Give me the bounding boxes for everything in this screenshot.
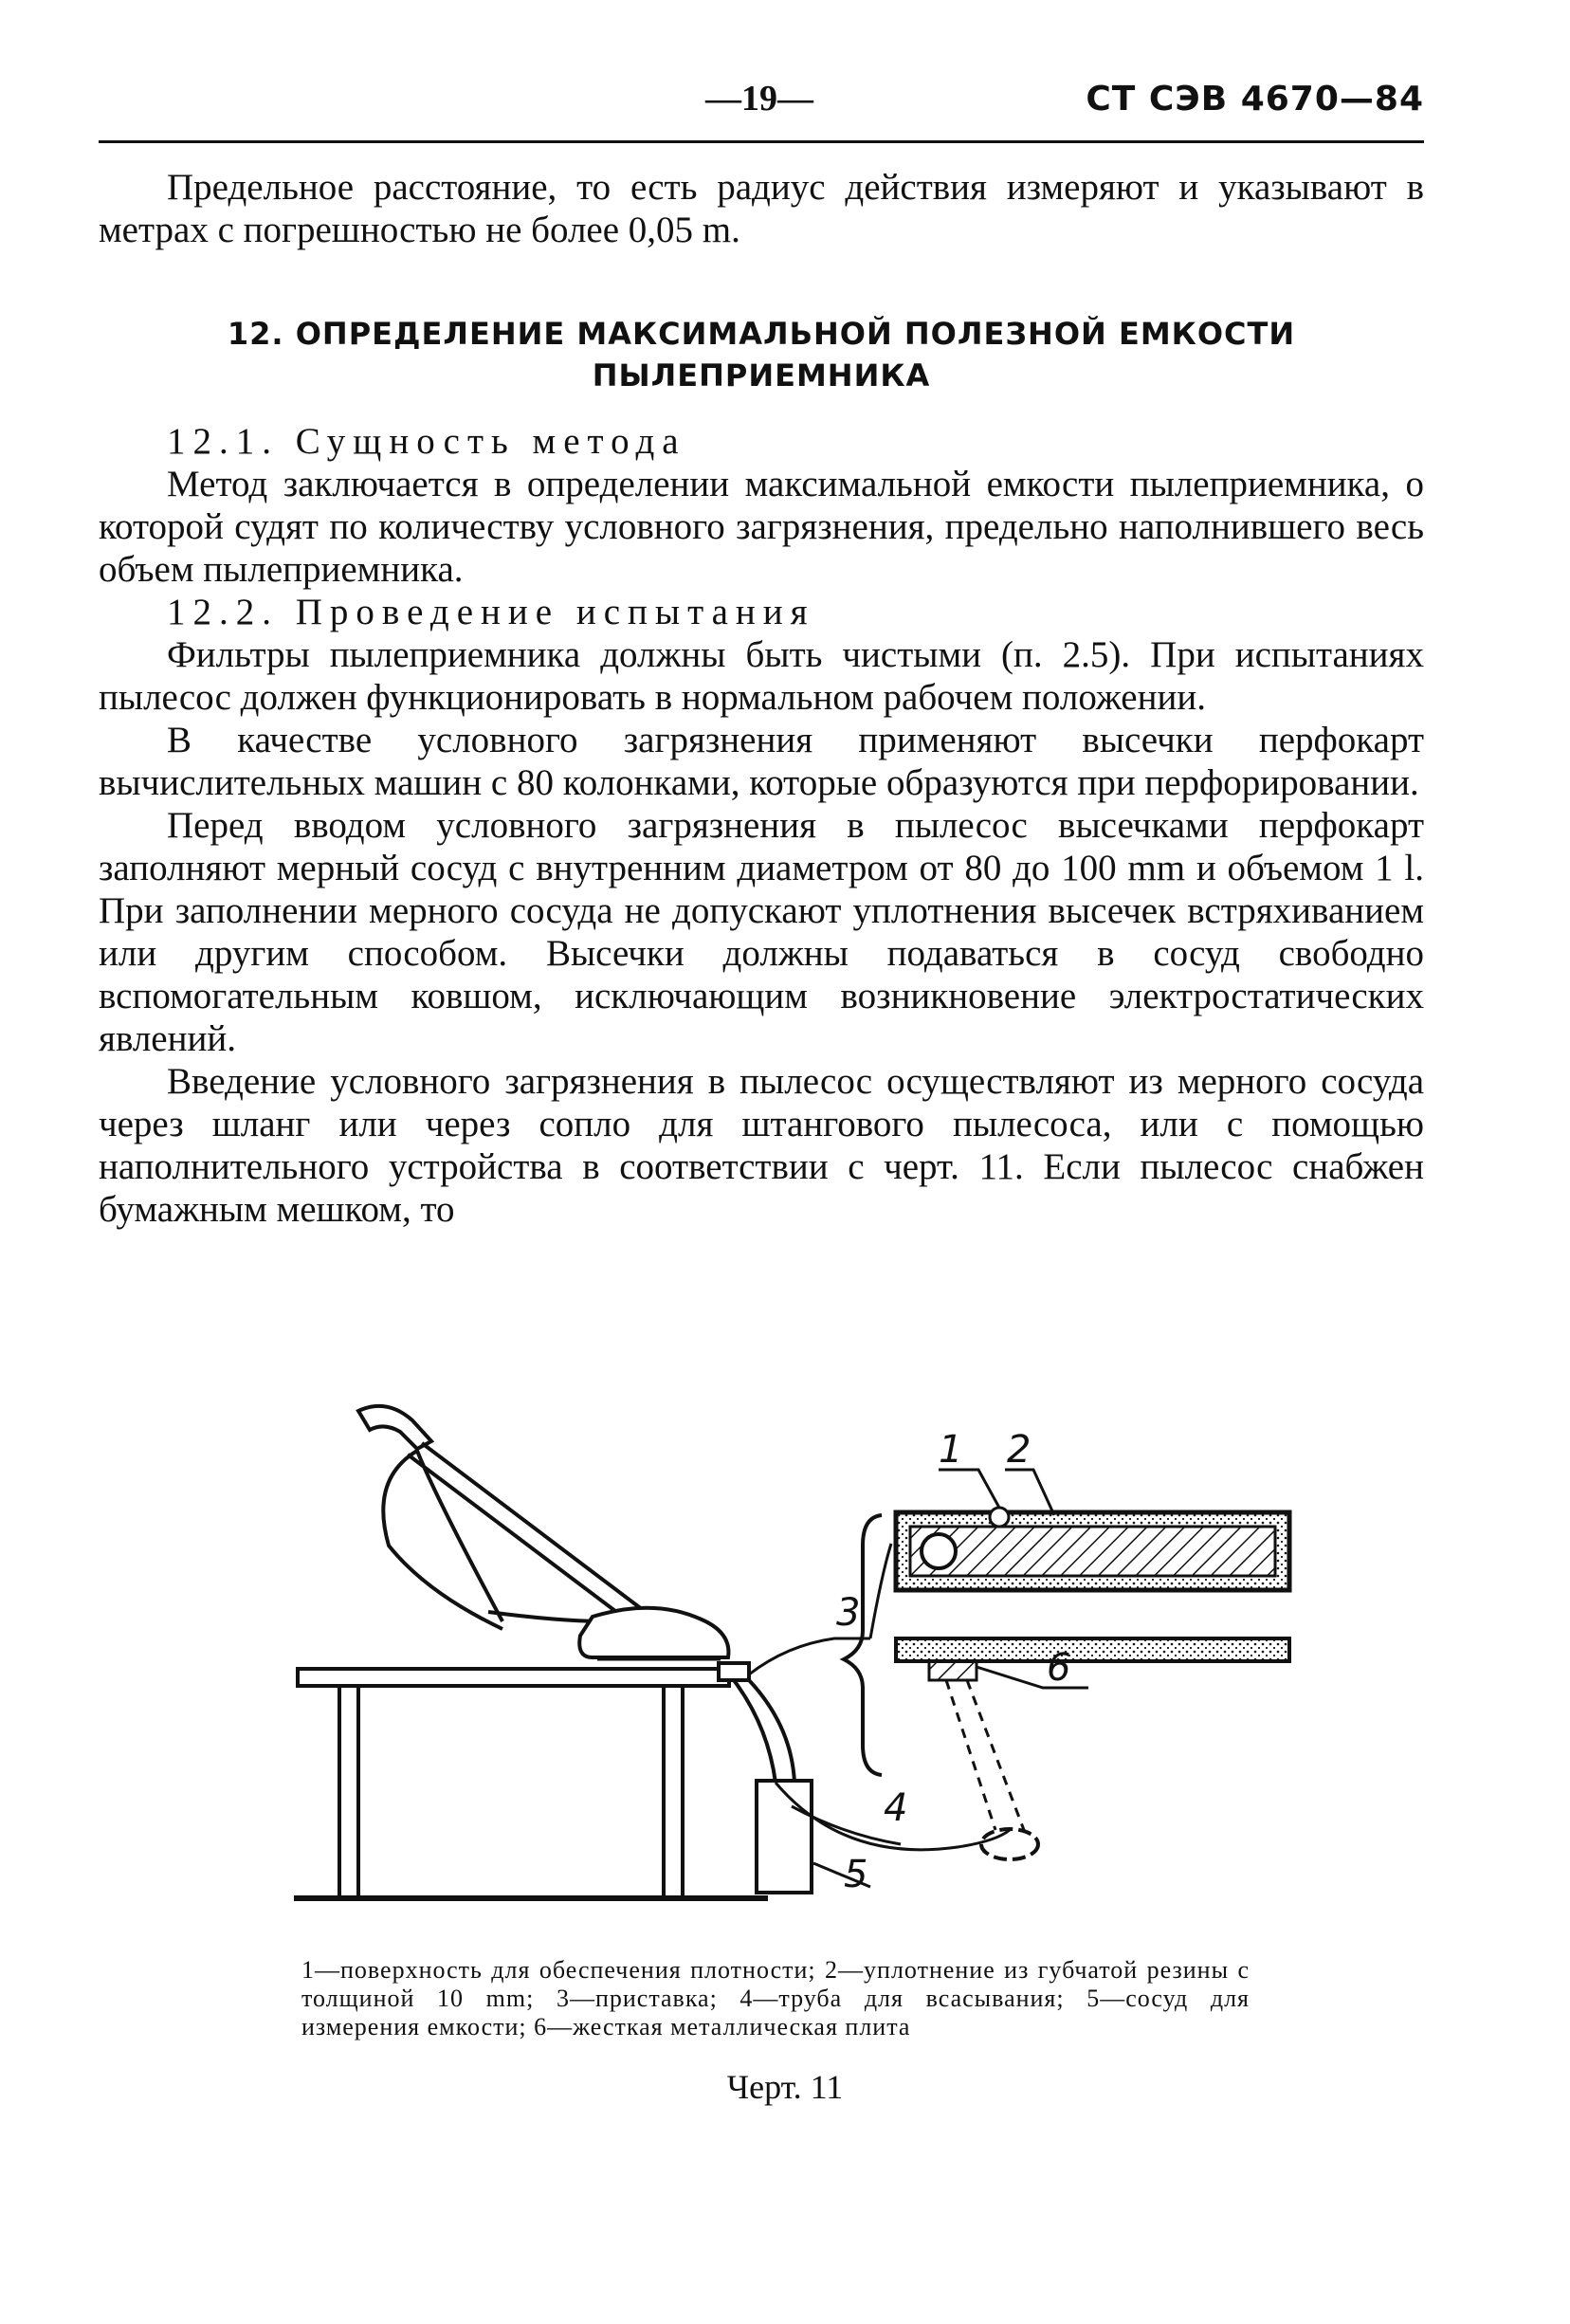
subsection-12-1-text: Метод заключается в определении максимальной емкости пылеприемника, о которой судят по количеству условного загрязнения, предельно наполнившего весь объем пылеприемника.	[99, 464, 1424, 590]
detail-metal-plate	[896, 1638, 1289, 1859]
section-body	[99, 420, 1424, 1231]
label-5: 5	[844, 1853, 868, 1896]
label-1: 1	[939, 1428, 963, 1472]
label-2: 2	[1007, 1428, 1031, 1472]
subsection-12-2-paragraph-2: В качестве условного загрязнения применяют высечки перфокарт вычислительных машин с 80 колонками, которые образуются при перфорировании.	[99, 720, 1424, 803]
vacuum-cleaner	[358, 1406, 728, 1659]
section-title-line2: ПЫЛЕПРИЕМНИКА	[592, 357, 931, 393]
label-4: 4	[884, 1786, 908, 1830]
subsection-12-2-paragraph-4: Введение условного загрязнения в пылесос осуществляют из мерного сосуда через шланг или через сопло для штангового пылесоса, или с помощью наполнительного устройства в соответствии с черт. 11. Если пылесос снабжен бумажным мешком, то	[99, 1061, 1424, 1230]
label-3: 3	[836, 1591, 861, 1635]
figure-drawing	[275, 1384, 1299, 1934]
table	[294, 1669, 768, 1898]
page-number: —19—	[705, 79, 813, 119]
section-title	[99, 313, 1424, 396]
measuring-vessel	[757, 1781, 812, 1893]
subsection-12-2-paragraph-3: Перед вводом условного загрязнения в пылесос высечками перфокарт заполняют мерный сосуд с внутренним диаметром от 80 до 100 mm и объемом 1 l. При заполнении мерного сосуда не допускают уплотнения высечек встряхиванием или другим способом. Высечки должны подаваться в сосуд свободно вспомогательным ковшом, исключающим возникновение электростатических явлений.	[99, 805, 1424, 1059]
figure-caption: 1—поверхность для обеспечения плотности; 2—уплотнение из губчатой резины с толщиной 10 mm; 3—приставка; 4—труба для всасывания; 5—сосуд для измерения емкости; 6—жесткая металлическая плита	[301, 1956, 1250, 2040]
subsection-12-2-heading: 12.2. Проведение испытания	[167, 592, 815, 632]
suction-tube	[719, 1663, 794, 1783]
detail-plate-seal	[896, 1508, 1289, 1590]
intro-block	[99, 166, 1424, 251]
figure-title: Черт. 11	[726, 2068, 844, 2106]
intro-paragraph: Предельное расстояние, то есть радиус действия измеряют и указывают в метрах с погрешностью не более 0,05 m.	[99, 167, 1424, 250]
document-code: СТ СЭВ 4670—84	[1086, 80, 1424, 119]
section-title-line1: 12. ОПРЕДЕЛЕНИЕ МАКСИМАЛЬНОЙ ПОЛЕЗНОЙ ЕМКОСТИ	[227, 316, 1296, 352]
label-6: 6	[1047, 1646, 1071, 1690]
page-header	[99, 78, 1424, 133]
subsection-12-1-heading: 12.1. Сущность метода	[167, 421, 686, 462]
vacuum-test-diagram	[275, 1384, 1299, 1934]
header-rule	[99, 140, 1424, 143]
subsection-12-2-paragraph-1: Фильтры пылеприемника должны быть чистыми (п. 2.5). При испытаниях пылесос должен функционировать в нормальном рабочем положении.	[99, 634, 1424, 718]
